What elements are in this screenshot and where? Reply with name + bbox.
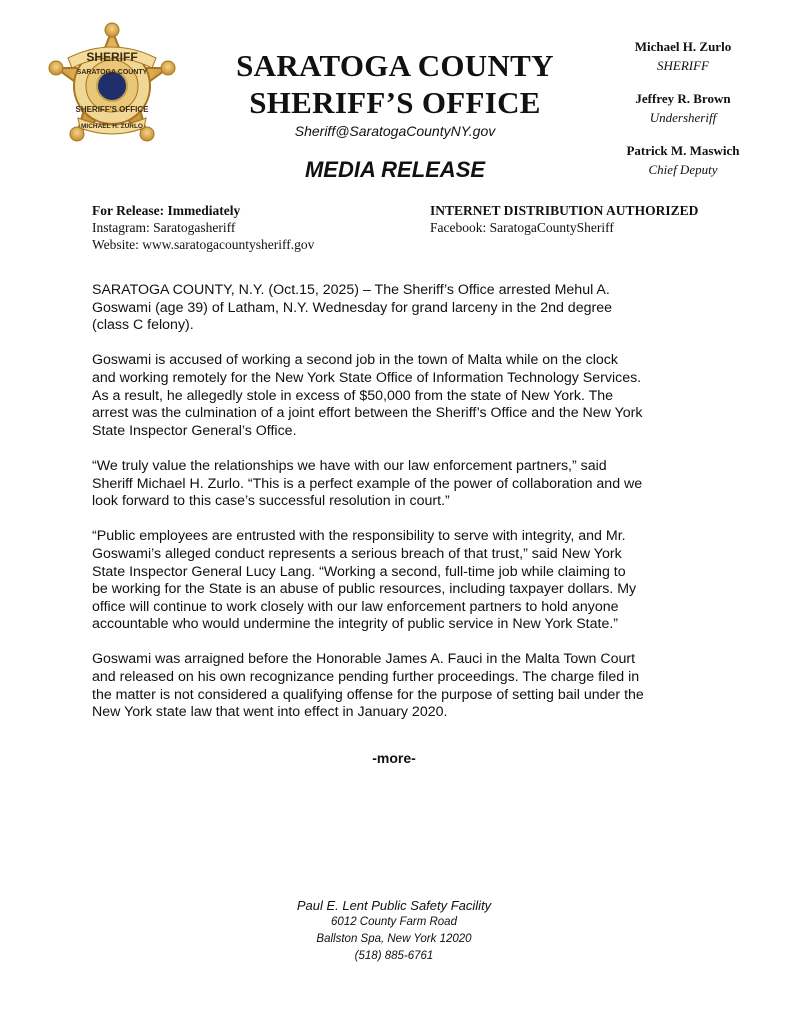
body-paragraph bbox=[92, 528, 732, 634]
svg-text:MICHAEL H. ZURLO: MICHAEL H. ZURLO bbox=[81, 123, 143, 130]
paragraph-line: Goswami is accused of working a second job in the town of Malta while on the clock bbox=[92, 352, 618, 369]
paragraph-line: the matter is not considered a qualifying offense for the purpose of setting bail under the bbox=[92, 686, 644, 703]
paragraph-line: accountable who would undermine the integrity of public service in New York State.” bbox=[92, 616, 619, 633]
sheriff-badge-logo bbox=[46, 22, 178, 148]
paragraph-line: Goswami was arraigned before the Honorable James A. Fauci in the Malta Town Court bbox=[92, 651, 636, 668]
svg-text:SHERIFF: SHERIFF bbox=[86, 50, 138, 64]
paragraph-line: State Inspector General’s Office. bbox=[92, 422, 297, 439]
svg-text:SARATOGA COUNTY: SARATOGA COUNTY bbox=[76, 69, 148, 76]
paragraph-line: Goswami’s alleged conduct represents a serious breach of that trust,” said New York bbox=[92, 545, 622, 562]
body-paragraph bbox=[92, 352, 732, 440]
release-timing: For Release: Immediately bbox=[92, 203, 241, 218]
paragraph-line: Sheriff Michael H. Zurlo. “This is a perfect example of the power of collaboration and we bbox=[92, 475, 643, 492]
official-name: Patrick M. Maswich bbox=[626, 143, 740, 158]
paragraph-line: “Public employees are entrusted with the responsibility to serve with integrity, and Mr. bbox=[92, 528, 626, 545]
paragraph-line: and working remotely for the New York State Office of Information Technology Services. bbox=[92, 369, 642, 386]
official-chief-deputy bbox=[600, 141, 766, 179]
release-info bbox=[92, 202, 314, 253]
facebook-handle: Facebook: SaratogaCountySheriff bbox=[430, 220, 614, 235]
official-name: Michael H. Zurlo bbox=[634, 39, 732, 54]
street-address: 6012 County Farm Road bbox=[331, 916, 457, 928]
paragraph-line: Goswami (age 39) of Latham, N.Y. Wednesday for grand larceny in the 2nd degree bbox=[92, 299, 612, 316]
distribution-authorization: INTERNET DISTRIBUTION AUTHORIZED bbox=[430, 203, 699, 218]
paragraph-line: office will continue to work closely with our law enforcement partners to hold anyone bbox=[92, 598, 619, 615]
website-link: Website: www.saratogacountysheriff.gov bbox=[92, 237, 315, 252]
release-body bbox=[92, 282, 732, 739]
media-release-heading: MEDIA RELEASE bbox=[304, 157, 486, 182]
official-undersheriff bbox=[600, 89, 766, 127]
paragraph-line: SARATOGA COUNTY, N.Y. (Oct.15, 2025) – The Sheriff’s Office arrested Mehul A. bbox=[92, 282, 610, 298]
officials-list bbox=[600, 37, 766, 193]
official-sheriff bbox=[600, 37, 766, 75]
body-paragraph bbox=[92, 651, 732, 721]
paragraph-line: As a result, he allegedly stole in excess of $50,000 from the state of New York. The bbox=[92, 387, 614, 404]
paragraph-line: be working for the State is an abuse of public resources, including taxpayer dollars. My bbox=[92, 581, 637, 598]
paragraph-line: and released on his own recognizance pending further proceedings. The charge filed in bbox=[92, 669, 640, 686]
official-name: Jeffrey R. Brown bbox=[635, 91, 731, 106]
official-title: Chief Deputy bbox=[648, 162, 718, 177]
body-paragraph bbox=[92, 458, 732, 511]
facility-name: Paul E. Lent Public Safety Facility bbox=[296, 898, 492, 913]
svg-text:SHERIFF'S OFFICE: SHERIFF'S OFFICE bbox=[75, 105, 149, 114]
body-paragraph bbox=[92, 282, 732, 335]
instagram-handle: Instagram: Saratogasheriff bbox=[92, 220, 236, 235]
official-title: Undersheriff bbox=[649, 110, 717, 125]
contact-email: Sheriff@SaratogaCountyNY.gov bbox=[294, 123, 496, 139]
official-title: SHERIFF bbox=[657, 58, 709, 73]
paragraph-line: (class C felony). bbox=[92, 317, 194, 334]
paragraph-line: arrest was the culmination of a joint effort between the Sheriff’s Office and the New York bbox=[92, 405, 643, 422]
paragraph-line: State Inspector General Lucy Lang. “Working a second, full-time job while claiming to bbox=[92, 563, 626, 580]
city-state-zip: Ballston Spa, New York 12020 bbox=[316, 933, 472, 945]
agency-title-line1: SARATOGA COUNTY bbox=[236, 48, 554, 83]
distribution-info bbox=[430, 202, 698, 236]
paragraph-line: “We truly value the relationships we have with our law enforcement partners,” said bbox=[92, 457, 607, 474]
paragraph-line: look forward to this case’s successful resolution in court.” bbox=[92, 493, 450, 510]
more-indicator: -more- bbox=[372, 750, 416, 766]
paragraph-line: New York state law that went into effect in January 2020. bbox=[92, 704, 448, 721]
agency-title-line2: SHERIFF’S OFFICE bbox=[249, 85, 541, 120]
footer-address bbox=[0, 897, 788, 965]
phone-number: (518) 885-6761 bbox=[354, 950, 434, 962]
